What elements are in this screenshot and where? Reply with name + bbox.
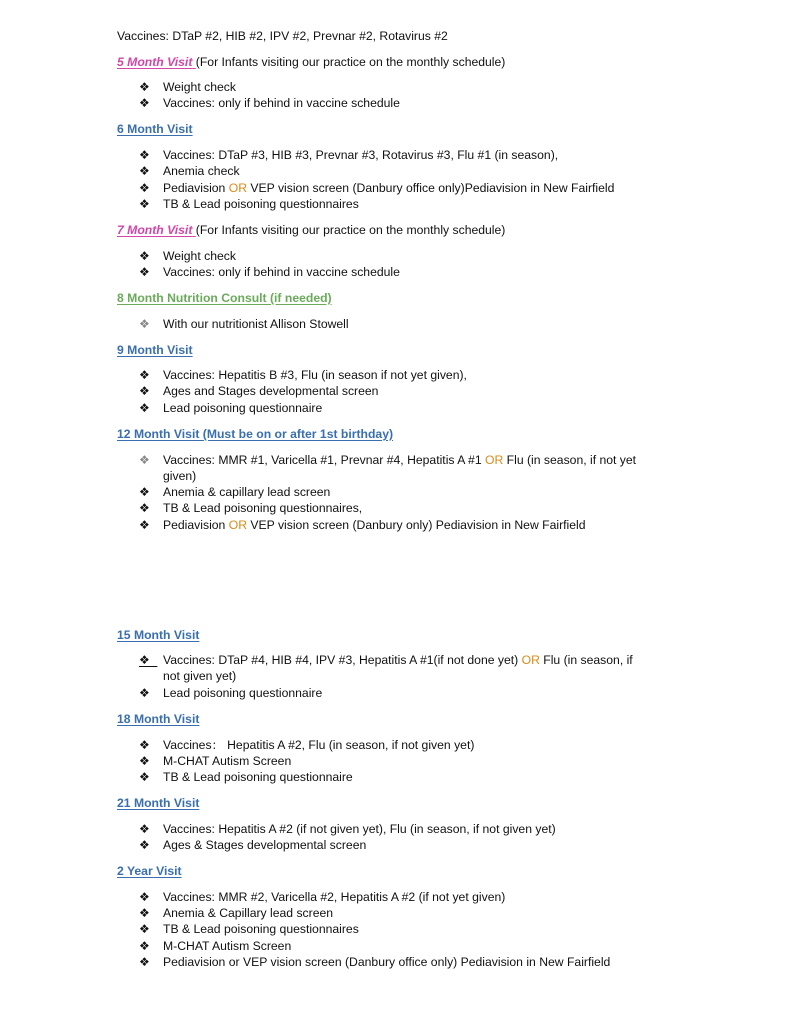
intro-vaccines-line: Vaccines: DTaP #2, HIB #2, IPV #2, Prevnar #2, Rotavirus #2	[117, 29, 448, 43]
vaccines-text: Vaccines: MMR #1, Varicella #1, Prevnar #4, Hepatitis A #1	[163, 453, 482, 467]
list-item: TB & Lead poisoning questionnaires,	[163, 501, 363, 515]
list-item-vision-screen	[163, 181, 614, 196]
diamond-bullet-icon: ❖	[139, 822, 150, 836]
list-item: With our nutritionist Allison Stowell	[163, 317, 349, 331]
heading-21-month-visit: 21 Month Visit	[117, 796, 200, 810]
vaccines-text: Vaccines: DTaP #4, HIB #4, IPV #3, Hepatitis A #1(if not done yet)	[163, 653, 519, 667]
diamond-bullet-icon: ❖	[139, 754, 150, 768]
list-item-vision-screen	[163, 518, 586, 533]
list-item-12-month-vaccines	[163, 453, 636, 468]
heading-9-month-visit: 9 Month Visit	[117, 343, 193, 357]
diamond-bullet-icon: ❖	[139, 164, 150, 178]
diamond-bullet-icon: ❖	[139, 939, 150, 953]
list-item: TB & Lead poisoning questionnaire	[163, 770, 353, 784]
diamond-bullet-icon: ❖	[139, 181, 150, 195]
or-highlight: OR	[228, 518, 248, 532]
heading-18-month-visit: 18 Month Visit	[117, 712, 200, 726]
list-item-continuation: not given yet)	[163, 669, 237, 683]
diamond-bullet-icon: ❖	[139, 518, 150, 532]
heading-5-month-note: (For Infants visiting our practice on the monthly schedule)	[195, 55, 506, 69]
list-item: Weight check	[163, 80, 236, 94]
list-item: TB & Lead poisoning questionnaires	[163, 922, 359, 936]
diamond-bullet-icon: ❖	[139, 922, 150, 936]
diamond-bullet-icon: ❖	[139, 384, 150, 398]
list-item: Ages and Stages developmental screen	[163, 384, 379, 398]
list-item: Vaccines: Hepatitis A #2 (if not given yet), Flu (in season, if not given yet)	[163, 822, 556, 836]
diamond-bullet-icon: ❖	[139, 368, 150, 382]
heading-7-month-visit	[117, 223, 505, 238]
heading-5-month-visit	[117, 55, 505, 70]
diamond-bullet-icon: ❖	[139, 770, 150, 784]
list-item: Lead poisoning questionnaire	[163, 401, 323, 415]
diamond-bullet-icon: ❖	[139, 485, 150, 499]
list-item: Anemia check	[163, 164, 240, 178]
diamond-bullet-icon: ❖	[139, 265, 150, 279]
list-item-continuation: given)	[163, 469, 197, 483]
diamond-bullet-icon: ❖	[139, 453, 150, 467]
list-item: TB & Lead poisoning questionnaires	[163, 197, 359, 211]
list-item: Anemia & Capillary lead screen	[163, 906, 334, 920]
list-item: Vaccines: DTaP #3, HIB #3, Prevnar #3, Rotavirus #3, Flu #1 (in season),	[163, 148, 559, 162]
or-highlight: OR	[485, 453, 504, 467]
diamond-bullet-icon: ❖	[139, 148, 150, 162]
list-item: Vaccines: only if behind in vaccine schedule	[163, 96, 400, 110]
list-item: Lead poisoning questionnaire	[163, 686, 323, 700]
diamond-bullet-icon: ❖	[139, 317, 150, 331]
list-item: Vaccines: MMR #2, Varicella #2, Hepatitis A #2 (if not yet given)	[163, 890, 506, 904]
diamond-bullet-icon: ❖	[139, 197, 150, 211]
diamond-bullet-icon: ❖	[139, 401, 150, 415]
list-item: Ages & Stages developmental screen	[163, 838, 367, 852]
heading-12-month-visit: 12 Month Visit (Must be on or after 1st birthday)	[117, 427, 394, 441]
diamond-bullet-icon: ❖	[139, 738, 150, 752]
diamond-bullet-icon: ❖	[139, 80, 150, 94]
vep-text: VEP vision screen (Danbury only) Pediavision in New Fairfield	[250, 518, 586, 532]
heading-6-month-visit: 6 Month Visit	[117, 122, 193, 136]
heading-8-month-nutrition: 8 Month Nutrition Consult (if needed)	[117, 291, 332, 305]
list-item: Vaccines: Hepatitis B #3, Flu (in season if not yet given),	[163, 368, 467, 382]
list-item: M-CHAT Autism Screen	[163, 939, 292, 953]
list-item: Vaccines： Hepatitis A #2, Flu (in season, if not given yet)	[163, 738, 475, 752]
diamond-bullet-icon: ❖	[139, 906, 150, 920]
vep-text: VEP vision screen (Danbury office only)Pediavision in New Fairfield	[250, 181, 615, 195]
diamond-bullet-icon: ❖	[139, 686, 150, 700]
heading-7-month-text: 7 Month Visit	[117, 223, 193, 237]
diamond-bullet-icon: ❖	[139, 501, 150, 515]
list-item: Anemia & capillary lead screen	[163, 485, 331, 499]
flu-text: Flu (in season, if	[543, 653, 633, 667]
list-item: Weight check	[163, 249, 236, 263]
list-item: M-CHAT Autism Screen	[163, 754, 292, 768]
diamond-bullet-icon: ❖	[139, 249, 150, 263]
diamond-bullet-icon: ❖	[139, 955, 150, 969]
diamond-bullet-icon: ❖	[139, 653, 158, 667]
pediavision-text: Pediavision	[163, 518, 226, 532]
heading-2-year-visit: 2 Year Visit	[117, 864, 182, 878]
heading-7-month-note: (For Infants visiting our practice on the monthly schedule)	[195, 223, 506, 237]
diamond-bullet-icon: ❖	[139, 838, 150, 852]
or-highlight: OR	[521, 653, 540, 667]
heading-15-month-visit: 15 Month Visit	[117, 628, 200, 642]
heading-5-month-text: 5 Month Visit	[117, 55, 193, 69]
flu-text: Flu (in season, if not yet	[506, 453, 637, 467]
pediavision-text: Pediavision	[163, 181, 226, 195]
diamond-bullet-icon: ❖	[139, 890, 150, 904]
list-item-15-month-vaccines	[163, 653, 633, 668]
list-item: Pediavision or VEP vision screen (Danbury office only) Pediavision in New Fairfield	[163, 955, 611, 969]
list-item: Vaccines: only if behind in vaccine schedule	[163, 265, 400, 279]
diamond-bullet-icon: ❖	[139, 96, 150, 110]
or-highlight: OR	[228, 181, 248, 195]
